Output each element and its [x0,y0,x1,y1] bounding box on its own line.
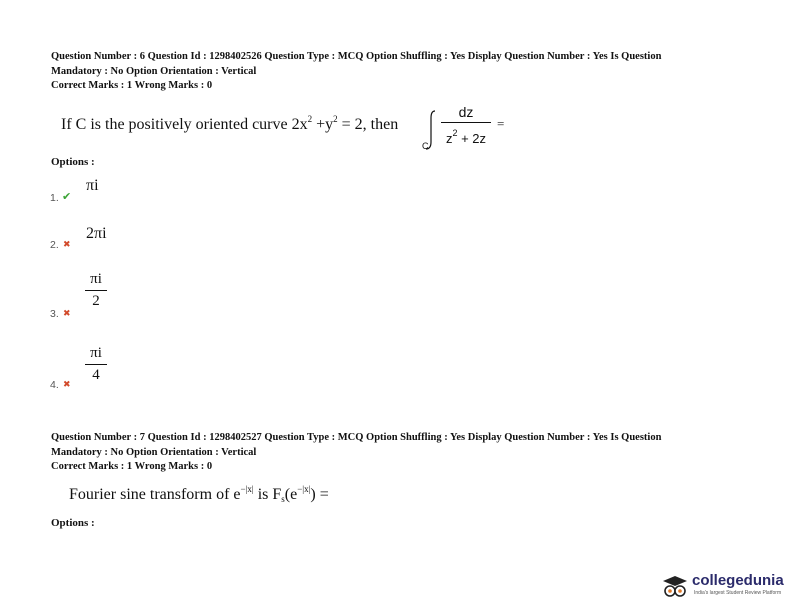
option-3-numerator: πi [90,271,102,287]
option-3-fraction-bar [85,290,107,291]
option-1-text: πi [86,177,99,194]
option-4-numerator: πi [90,345,102,361]
denominator-exponent: 2 [452,128,458,138]
question-7-meta-line-2: Mandatory : No Option Orientation : Vertical [51,446,257,458]
integrand-fraction [441,103,491,147]
question-7-exponent-2: −|x| [297,484,311,494]
question-6-text-prefix: If C is the positively oriented curve 2x [61,116,308,133]
collegedunia-logo [661,570,789,606]
integral-contour-label: C [422,141,429,151]
option-4-denominator: 4 [92,367,100,383]
option-1-number: 1. [50,192,59,204]
question-7-meta-line-3: Correct Marks : 1 Wrong Marks : 0 [51,461,213,472]
question-7-metadata [51,431,761,475]
integrand-numerator: dz [458,104,474,120]
question-6-text-suffix: = 2, then [337,116,399,133]
question-6-metadata [51,50,761,94]
option-3-denominator: 2 [92,293,100,309]
question-7-meta-line-1: Question Number : 7 Question Id : 1298402527 Question Type : MCQ Option Shuffling : Yes Display Question Number : Yes Is Question [51,432,662,443]
fraction-bar [441,122,491,123]
cross-icon: ✖ [63,380,71,390]
option-4-fraction-bar [85,364,107,365]
cross-icon: ✖ [63,240,71,250]
logo-name: collegedunia [692,572,784,589]
question-7-exponent-1: −|x| [240,484,254,494]
logo-tagline: India's largest Student Review Platform [694,590,782,596]
question-6-meta-line-1: Question Number : 6 Question Id : 1298402526 Question Type : MCQ Option Shuffling : Yes Display Question Number : Yes Is Question [51,51,662,62]
question-6-meta-line-2: Mandatory : No Option Orientation : Vertical [51,65,257,77]
question-6-options-label: Options : [51,156,95,168]
cross-icon: ✖ [63,309,71,319]
option-3-fraction [85,271,107,310]
denominator-rest: + 2z [457,131,487,146]
question-6-meta-line-3: Correct Marks : 1 Wrong Marks : 0 [51,80,213,91]
question-7-subscript: s [281,494,285,504]
question-7-text-mid2: (e [284,486,298,503]
option-2-text: 2πi [86,225,107,242]
option-3-number: 3. [50,308,59,320]
question-6-exponent-1: 2 [307,114,313,124]
option-2-number: 2. [50,239,59,251]
denominator-base: z [445,131,453,146]
question-6-text-mid: +y [312,116,334,133]
question-7-text [69,484,329,504]
question-7-text-prefix: Fourier sine transform of e [69,486,241,503]
option-4-number: 4. [50,379,59,391]
question-7-options-label: Options : [51,517,95,529]
question-6-exponent-2: 2 [333,114,338,124]
check-icon: ✔ [62,190,72,203]
option-4-fraction [85,345,107,384]
question-7-text-suffix: ) = [310,486,329,503]
graduation-cap-icon [661,572,689,600]
integrand-denominator [441,125,491,147]
equals-sign: = [497,116,505,131]
question-7-text-mid: is F [253,486,282,503]
question-6-text [61,114,398,134]
